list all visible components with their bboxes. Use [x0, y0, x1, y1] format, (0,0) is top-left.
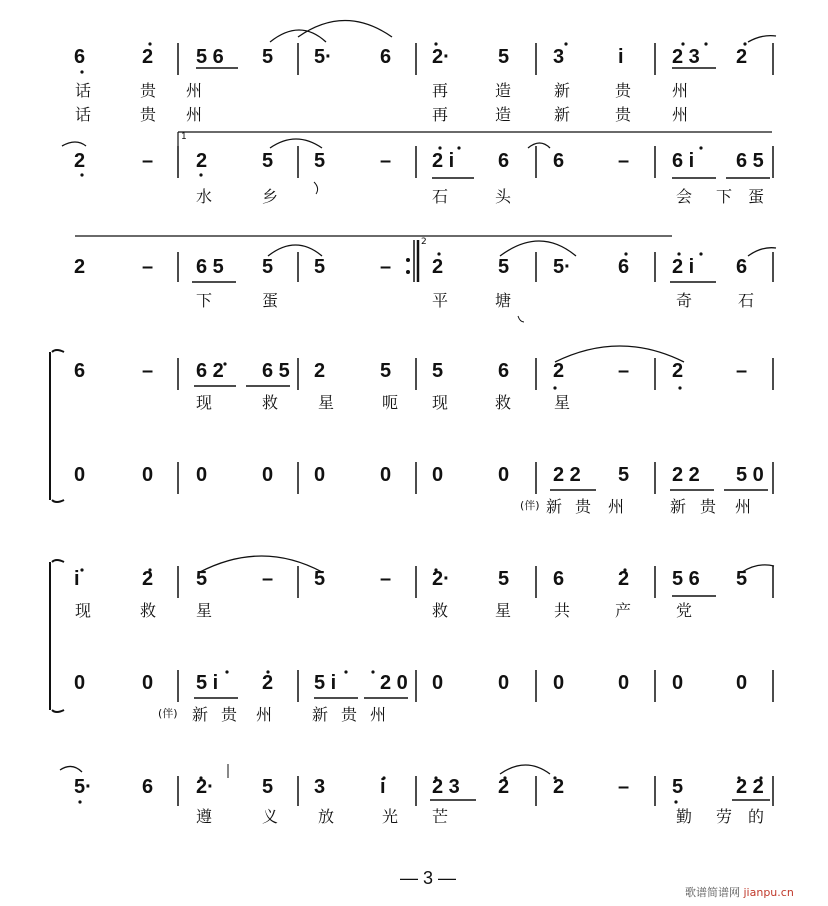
note: 2 3	[672, 46, 700, 68]
note: 6	[380, 46, 392, 68]
note: 5 i	[314, 672, 337, 694]
note: 5	[262, 256, 274, 278]
row-6-octave-dots	[80, 568, 626, 571]
lyric: 星	[495, 601, 512, 620]
row-1-octave-dots	[80, 42, 746, 73]
lyric: 平	[432, 291, 449, 310]
note: 0	[196, 464, 208, 486]
row-7-octave-dots	[225, 670, 374, 673]
note: 5	[262, 150, 274, 172]
watermark	[685, 884, 794, 900]
lyric: 蛋	[748, 187, 765, 206]
note: 5	[618, 464, 630, 486]
note: 2 2	[736, 776, 764, 798]
lyric: 的	[748, 807, 765, 826]
lyric: 救	[495, 393, 512, 412]
page-number: — 3 —	[400, 868, 457, 888]
note: 0	[498, 464, 510, 486]
lyric: 造	[495, 81, 512, 100]
note: 2·	[196, 776, 214, 798]
lyric: 州	[672, 105, 689, 124]
system-brace-1	[50, 350, 64, 502]
accompaniment-marker: (伴)	[158, 707, 178, 720]
note: 5	[314, 568, 326, 590]
note: 6	[74, 360, 86, 382]
lyric: 再	[432, 81, 449, 100]
lyric: 奇	[676, 291, 693, 310]
note: 6	[498, 360, 510, 382]
lyric: 贵	[140, 105, 157, 124]
lyric: 贵	[615, 81, 632, 100]
note: 2	[553, 360, 565, 382]
note: 6	[736, 256, 748, 278]
lyric: 光	[382, 807, 399, 826]
lyric: 遵	[196, 807, 213, 826]
volta-1-marker: 1	[181, 132, 187, 142]
note: –	[142, 256, 154, 278]
lyric: 石	[432, 187, 449, 206]
lyric: 再	[432, 105, 449, 124]
note: 5	[672, 776, 684, 798]
lyric: 蛋	[262, 291, 279, 310]
lyric: 造	[495, 105, 512, 124]
note: –	[380, 568, 392, 590]
lyric: 新	[546, 497, 563, 516]
note: 0	[498, 672, 510, 694]
note: 2	[74, 150, 86, 172]
lyric: 贵	[575, 497, 592, 516]
note: –	[262, 568, 274, 590]
lyric: 新	[554, 105, 571, 124]
note: 5	[196, 568, 208, 590]
note: 0	[262, 464, 274, 486]
lyric: 下	[196, 291, 213, 310]
note: 6 5	[262, 360, 290, 382]
note: 0	[672, 672, 684, 694]
row-4-octave-dots	[223, 360, 684, 389]
note: 0	[74, 464, 86, 486]
lyric: 放	[318, 807, 335, 826]
lyric: 塘	[495, 291, 512, 310]
note: 2	[196, 150, 208, 172]
lyric: 州	[186, 105, 203, 124]
note: 0	[432, 464, 444, 486]
note: 2	[314, 360, 326, 382]
note: 5	[498, 46, 510, 68]
lyric: 贵	[140, 81, 157, 100]
note: –	[736, 360, 748, 382]
note: 2	[74, 256, 86, 278]
note: 5	[380, 360, 392, 382]
row-2-volta	[178, 132, 772, 146]
note: –	[380, 256, 392, 278]
note: 5	[314, 150, 326, 172]
lyric: 救	[262, 393, 279, 412]
note: 5·	[314, 46, 332, 68]
note: 5 6	[672, 568, 700, 590]
note: 5	[498, 568, 510, 590]
lyric: 星	[554, 393, 571, 412]
note: 0	[736, 672, 748, 694]
lyric: 话	[75, 81, 92, 100]
lyric: 现	[75, 601, 92, 620]
lyric: 新	[192, 705, 209, 724]
accompaniment-marker: (伴)	[520, 499, 540, 512]
lyric: 党	[676, 601, 693, 620]
lyric: 州	[186, 81, 203, 100]
note: 2	[736, 46, 748, 68]
note: 2 2	[553, 464, 581, 486]
note: 0	[314, 464, 326, 486]
lyric: 石	[738, 291, 755, 310]
note: 6	[618, 256, 630, 278]
note: 5 i	[196, 672, 219, 694]
note: 2	[618, 568, 630, 590]
note: 5 6	[196, 46, 224, 68]
note: –	[142, 150, 154, 172]
note: 2	[498, 776, 510, 798]
note: 0	[618, 672, 630, 694]
note: 5	[432, 360, 444, 382]
note: 2	[142, 46, 154, 68]
lyric: 贵	[341, 705, 358, 724]
lyric: 贵	[221, 705, 238, 724]
lyric: 救	[140, 601, 157, 620]
lyric: 星	[196, 601, 213, 620]
note: 5·	[553, 256, 571, 278]
note: 6 2	[196, 360, 224, 382]
note: 0	[142, 672, 154, 694]
lyric: 头	[495, 187, 512, 206]
lyric: 救	[432, 601, 449, 620]
note: 2 0	[380, 672, 408, 694]
note: i	[74, 568, 80, 590]
note: 3	[314, 776, 326, 798]
lyric: 呃	[382, 393, 399, 412]
note: 5	[736, 568, 748, 590]
watermark-url: jianpu.cn	[743, 886, 794, 899]
note: –	[618, 150, 630, 172]
row-1-slurs	[270, 21, 776, 43]
note: 5·	[74, 776, 92, 798]
lyric: 贵	[615, 105, 632, 124]
note: 0	[553, 672, 565, 694]
row-3-repeat-dots	[406, 258, 410, 274]
lyric: 产	[615, 601, 632, 620]
note: 0	[74, 672, 86, 694]
lyric: 会	[676, 187, 693, 206]
row-2-octave-dots	[80, 146, 702, 176]
row-8-slurs	[60, 765, 550, 774]
note: 5	[498, 256, 510, 278]
note: 0	[432, 672, 444, 694]
note: 0	[380, 464, 392, 486]
note: 6	[142, 776, 154, 798]
lyric: 新	[312, 705, 329, 724]
lyric: 芒	[432, 807, 449, 826]
lyric: 勤	[676, 807, 693, 826]
note: 6 5	[736, 150, 764, 172]
row-2-slurs	[62, 139, 550, 148]
note: 5	[314, 256, 326, 278]
volta-2-marker: 2	[421, 237, 427, 247]
note: 2	[672, 360, 684, 382]
lyric: 新	[670, 497, 687, 516]
note: 2	[553, 776, 565, 798]
lyric: 州	[672, 81, 689, 100]
lyric: 现	[432, 393, 449, 412]
note: i	[380, 776, 386, 798]
lyric: 州	[256, 705, 273, 724]
system-brace-2	[50, 560, 64, 712]
watermark-text: 歌谱简谱网	[685, 886, 740, 899]
note: 2	[432, 256, 444, 278]
lyric: 共	[554, 601, 571, 620]
lyric: 义	[262, 807, 279, 826]
lyric: 现	[196, 393, 213, 412]
note: 2 3	[432, 776, 460, 798]
note: 6	[553, 568, 565, 590]
lyric: 下	[716, 187, 733, 206]
lyric: 州	[370, 705, 387, 724]
note: 2·	[432, 568, 450, 590]
lyric: 新	[554, 81, 571, 100]
note: 6	[498, 150, 510, 172]
lyric: 劳	[716, 807, 733, 826]
note: –	[618, 360, 630, 382]
note: 6	[74, 46, 86, 68]
lyric: 州	[608, 497, 625, 516]
note: 5	[262, 46, 274, 68]
lyric: 水	[196, 187, 213, 206]
row-8-octave-dots	[78, 776, 762, 803]
lyric: 乡	[262, 187, 279, 206]
note: 6 5	[196, 256, 224, 278]
note: 2 i	[432, 150, 455, 172]
note: 0	[142, 464, 154, 486]
note: 5 0	[736, 464, 764, 486]
note: 2 i	[672, 256, 695, 278]
note: 2·	[432, 46, 450, 68]
note: i	[618, 46, 624, 68]
note: 5	[262, 776, 274, 798]
lyric: 星	[318, 393, 335, 412]
note: –	[618, 776, 630, 798]
note: 3	[553, 46, 565, 68]
note: 6	[553, 150, 565, 172]
lyric: 贵	[700, 497, 717, 516]
note: –	[380, 150, 392, 172]
note: 2	[142, 568, 154, 590]
note: 6 i	[672, 150, 695, 172]
note: 2	[262, 672, 274, 694]
note: 2 2	[672, 464, 700, 486]
lyric: 州	[735, 497, 752, 516]
lyric: 话	[75, 105, 92, 124]
note: –	[142, 360, 154, 382]
